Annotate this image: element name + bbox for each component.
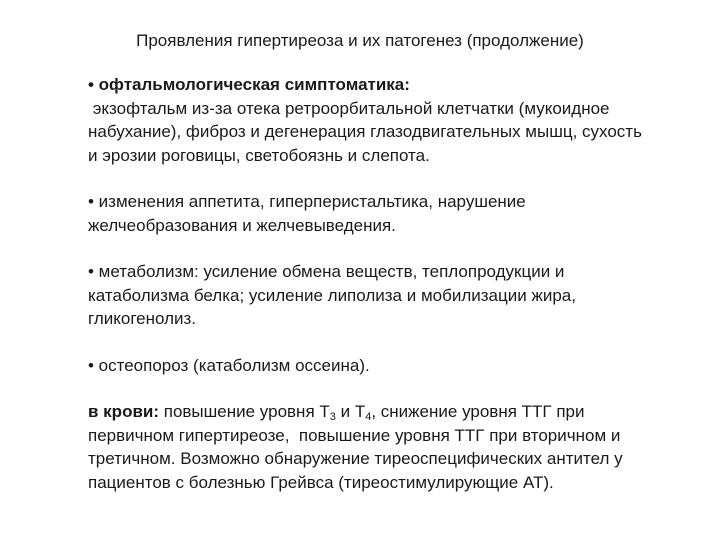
block-metabolism (88, 260, 708, 331)
metabolism-line-3: гликогенолиз. (88, 309, 197, 328)
block-osteoporosis (88, 354, 708, 378)
ophthalmic-heading: • офтальмологическая симптоматика: (88, 75, 410, 94)
blood-line-1a: повышение уровня Т (159, 402, 330, 421)
blood-line-1b: и Т (335, 402, 366, 421)
block-ophthalmic (88, 73, 708, 167)
blood-label: в крови: (88, 402, 160, 421)
slide-title: Проявления гипертиреоза и их патогенез (продолжение) (136, 31, 584, 50)
ophthalmic-line-3: и эрозии роговицы, светобоязнь и слепота. (88, 145, 430, 165)
metabolism-line-1: • метаболизм: усиление обмена веществ, теплопродукции и (88, 262, 565, 281)
block-blood (88, 400, 708, 494)
t3-subscript: 3 (329, 411, 336, 423)
appetite-line-1: • изменения аппетита, гиперперистальтика, нарушение (88, 192, 526, 211)
slide-content (88, 73, 708, 494)
ophthalmic-line-2: набухание), фиброз и дегенерация глазодвигательных мышц, сухость (88, 122, 642, 141)
blood-line-1c: , снижение уровня ТТГ при (371, 402, 585, 421)
blood-line-2: первичном гипертиреозе, повышение уровня ТТГ при вторичном и (88, 425, 621, 445)
appetite-line-2: желчеобразования и желчевыведения. (88, 215, 396, 235)
blood-line-3: третичном. Возможно обнаружение тиреоспецифических антител у (88, 449, 623, 468)
blood-line-1 (88, 400, 708, 424)
blood-line-4: пациентов с болезнью Грейвса (тиреостимулирующие АТ). (88, 472, 554, 492)
ophthalmic-line-1: экзофтальм из-за отека ретроорбитальной клетчатки (мукоидное (88, 98, 610, 118)
t4-subscript: 4 (365, 411, 372, 423)
osteoporosis-line-1: • остеопороз (катаболизм оссеина). (88, 355, 370, 375)
metabolism-line-2: катаболизма белка; усиление липолиза и мобилизации жира, (88, 285, 576, 305)
block-appetite (88, 190, 708, 237)
